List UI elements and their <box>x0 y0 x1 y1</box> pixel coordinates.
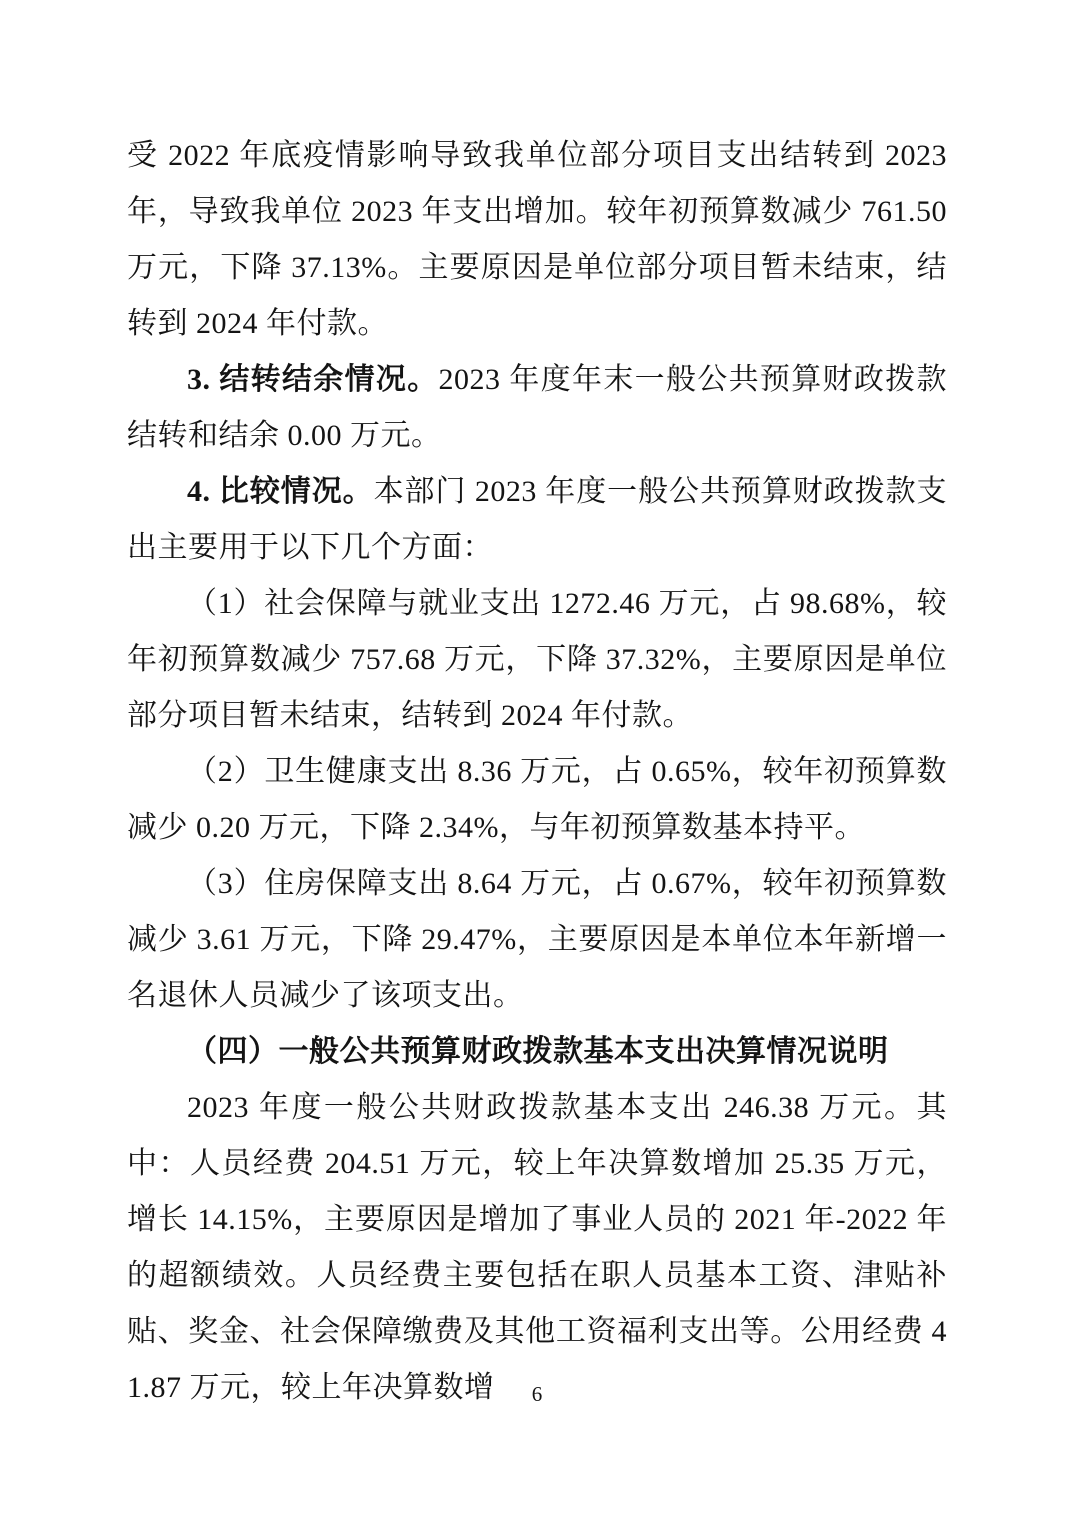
paragraph <box>127 744 947 856</box>
paragraph <box>127 1024 947 1080</box>
document-body <box>127 128 947 1416</box>
paragraph <box>127 464 947 576</box>
text-run: （2）卫生健康支出 8.36 万元，占 0.65%，较年初预算数减少 0.20 万元，下降 2.34%，与年初预算数基本持平。 <box>127 755 947 844</box>
text-run: 2023 年度一般公共财政拨款基本支出 246.38 万元。其中：人员经费 204.51 万元，较上年决算数增加 25.35 万元，增长 14.15%，主要原因是增加了事业人员的 2021 年-2022 年的超额绩效。人员经费主要包括在职人员基本工资、津贴补贴、奖金、社会保障缴费及其他工资福利支出等。公用经费 41.87 万元，较上年决算数增 <box>127 1091 947 1404</box>
paragraph <box>127 1080 947 1416</box>
text-run: 本部门 2023 年度一般公共预算财政拨款支出主要用于以下几个方面： <box>127 475 948 564</box>
text-run: 受 2022 年底疫情影响导致我单位部分项目支出结转到 2023 年，导致我单位 2023 年支出增加。较年初预算数减少 761.50 万元，下降 37.13%。主要原因是单位部分项目暂未结束，结转到 2024 年付款。 <box>127 139 947 340</box>
heading-run: 4. 比较情况。 <box>187 475 374 508</box>
paragraph <box>127 856 947 1024</box>
text-run: （3）住房保障支出 8.64 万元，占 0.67%，较年初预算数减少 3.61 万元，下降 29.47%，主要原因是本单位本年新增一名退休人员减少了该项支出。 <box>127 867 947 1012</box>
text-run: 2023 年度年末一般公共预算财政拨款结转和结余 0.00 万元。 <box>127 363 948 452</box>
paragraph <box>127 128 947 352</box>
page-number: 6 <box>531 1382 543 1406</box>
paragraph <box>127 576 947 744</box>
heading-run: （四）一般公共预算财政拨款基本支出决算情况说明 <box>187 1035 889 1068</box>
paragraph <box>127 352 947 464</box>
heading-run: 3. 结转结余情况。 <box>187 363 439 396</box>
text-run: （1）社会保障与就业支出 1272.46 万元，占 98.68%，较年初预算数减少 757.68 万元，下降 37.32%，主要原因是单位部分项目暂未结束，结转到 2024 年付款。 <box>127 587 947 732</box>
